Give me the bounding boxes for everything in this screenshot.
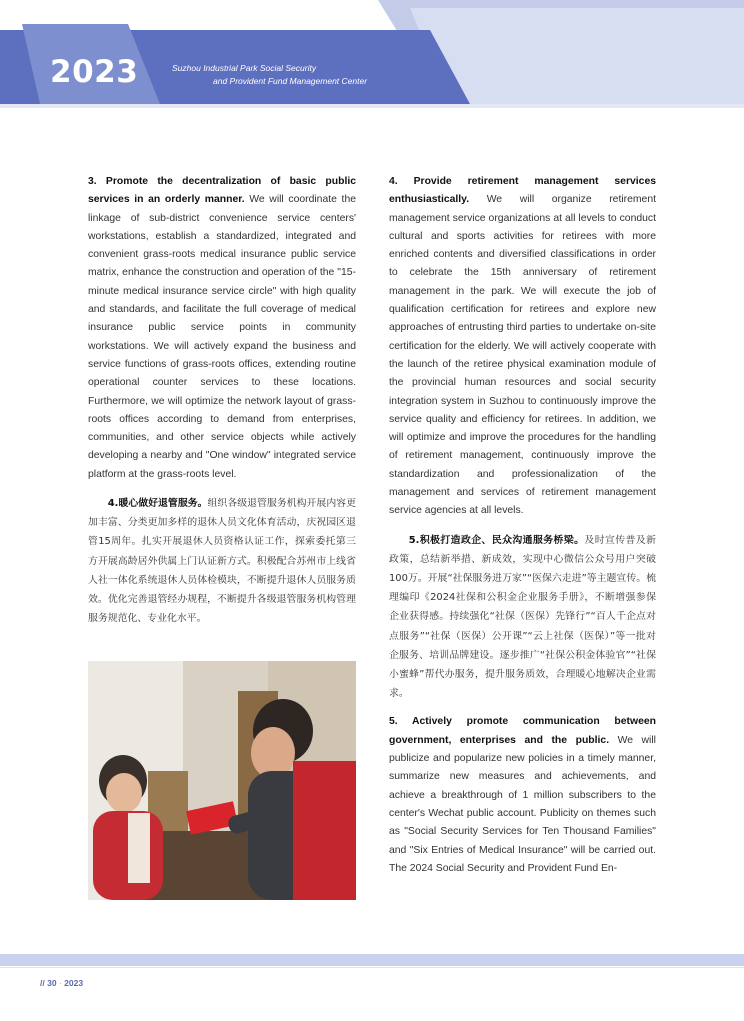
paragraph-communication-zh	[389, 531, 656, 704]
paragraph-heading: 5. Actively promote communication between government, enterprises and the public.	[389, 716, 656, 746]
left-column	[88, 173, 356, 638]
footer-year: 2023	[64, 978, 84, 988]
paragraph-heading-zh: 4.暖心做好退管服务。	[107, 498, 208, 510]
paragraph-retirement-zh	[88, 494, 356, 628]
paragraph-body: We will organize retirement management service organizations at all levels to conduct cultural and sports activities for retirees with more enriched contents and diversified classifications in order to celebrate the 15th anniversary of retirement management in the park. We will execute the job of qualification certification for retirees and explore new approaches of entrusting third parties to undertake on-site certification for the elderly. We will actively cooperate with the launch of the retiree physical examination module of the provincial human resources and social security integration system in Suzhou to continuously improve the service quality and efficiency for retirees. In addition, we will optimize and improve the procedures for the handling of retirement management, continuously improve the standardization and professionalization of the management and services of retirement management service agencies at all levels.	[389, 194, 656, 517]
header-year: 2023	[50, 54, 139, 90]
right-column	[389, 173, 656, 888]
paragraph-heading: 4. Provide retirement management services enthusiastically.	[389, 176, 656, 206]
paragraph-heading-zh: 5.积极打造政企、民众沟通服务桥梁。	[408, 534, 585, 546]
page-footer	[40, 978, 83, 988]
paragraph-communication-en	[389, 713, 656, 878]
retiree-service-photo	[88, 661, 356, 900]
footer-divider	[0, 967, 744, 968]
page-number: 30	[47, 978, 57, 988]
paragraph-body-zh: 及时宣传普及新政策，总结新举措、新成效，实现中心微信公众号用户突破100万。开展“社保服务进万家”“医保六走进”等主题宣传。梳理编印《2024社保和公积金企业服务手册》，不断增强参保企业获得感。持续强化“社保（医保）先锋行”“百人千企点对点服务”“社保（医保）公开课”“云上社保（医保）”等一批对企服务、培训品牌建设。逐步推广“社保公积金体验官”“社保小蜜蜂”帮代办服务，提升服务质效，合理暖心地解决企业需求。	[389, 534, 656, 700]
paragraph-decentralization	[88, 173, 356, 484]
footer-separator: ·	[58, 978, 62, 988]
header-org-line1: Suzhou Industrial Park Social Security	[172, 63, 317, 73]
page-header	[0, 0, 744, 125]
header-org-line2: and Provident Fund Management Center	[213, 76, 368, 86]
paragraph-body-zh: 组织各级退管服务机构开展内容更加丰富、分类更加多样的退休人员文化体育活动，庆祝园区退管15周年。扎实开展退休人员资格认证工作，探索委托第三方开展高龄居外供属上门认证新方式。积极配合苏州市上线省人社一体化系统退休人员体检模块，不断提升退休人员服务质效。优化完善退管经办规程，不断提升各级退管服务机构管理服务规范化、专业化水平。	[88, 498, 356, 625]
paragraph-body: We will coordinate the linkage of sub-district convenience service centers' workstations, establish a standardized, integrated and convenient grass-roots medical insurance public service matrix, enhance the construction and operation of the "15-minute medical insurance service circle" with high quality and standards, and facilitate the full coverage of medical insurance public service points in community workstations. We will actively expand the business and service functions of grass-roots offices, extending routine operational counter services to these locations. Furthermore, we will optimize the network layout of grass-roots offices according to demand from enterprises, communities, and other service objects while actively developing a nearby and "One window" integrated service platform at the grass-roots level.	[88, 194, 356, 480]
paragraph-heading: 3. Promote the decentralization of basic public services in an orderly manner.	[88, 176, 356, 206]
paragraph-retirement-en	[389, 173, 656, 521]
footer-band	[0, 954, 744, 966]
paragraph-body: We will publicize and popularize new policies in a timely manner, summarize new measures and achievements, and achieve a breakthrough of 1 million subscribers to the center's Wechat public account. Publicity on themes such as "Social Security Services for Ten Thousand Families" and "Six Entries of Medical Insurance" will be carried out. The 2024 Social Security and Provident Fund En-	[389, 734, 656, 874]
footer-slashes: //	[40, 978, 45, 988]
